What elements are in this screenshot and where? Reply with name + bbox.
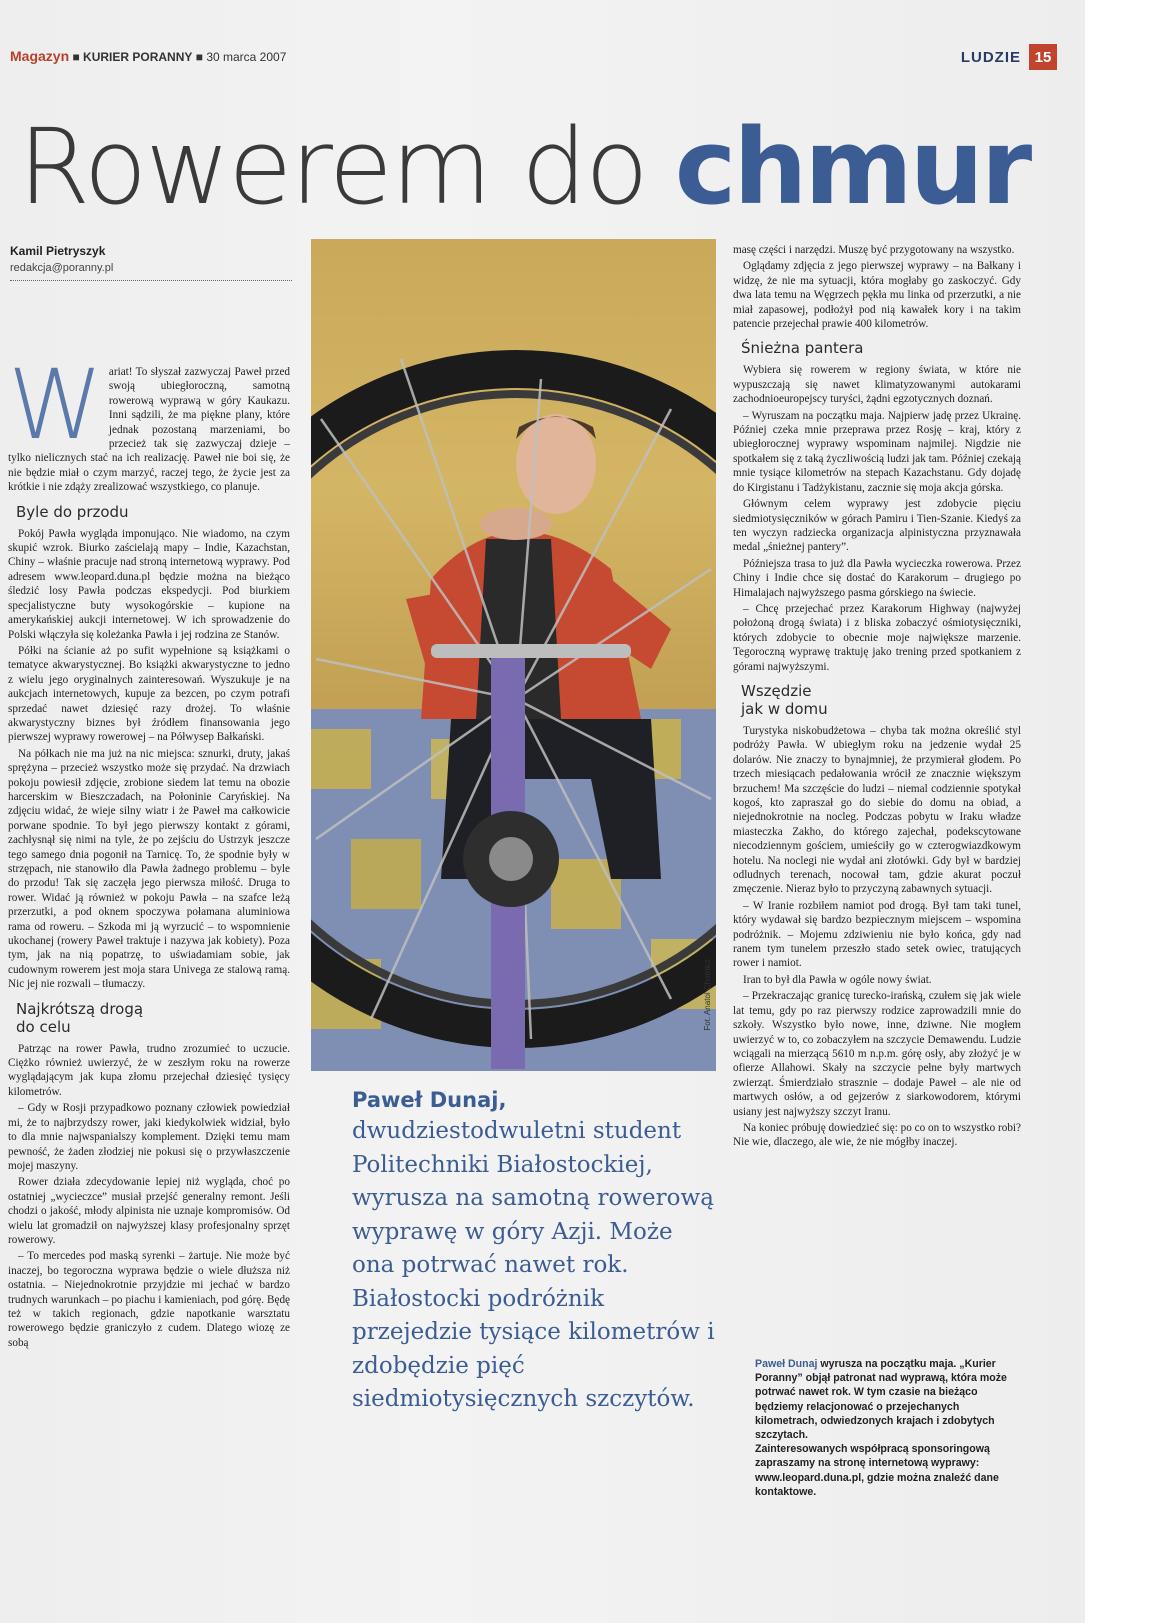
paragraph: – Gdy w Rosji przypadkowo poznany człowiek powiedział mi, że to najbrzydszy rower, jaki kiedykolwiek widział, było to dla mnie najwspanialszy komplement. Dzięki temu mam pewność, że żaden złodziej nie pokusi się o przywłaszczenie mojej maszyny.: [8, 1102, 290, 1172]
paragraph: – W Iranie rozbiłem namiot pod drogą. Był tam taki tunel, który wydawał się bardzo bezpiecznym miejscem – wspomina podróżnik. – Mojemu zdziwieniu nie było końca, gdy nad ranem tym tunelem przeszło stado setek owiec, tratujących rower i namiot.: [733, 899, 1021, 970]
subheading: Śnieżna pantera: [741, 339, 864, 358]
magazine-label: Magazyn: [10, 48, 70, 64]
paragraph: Patrząc na rower Pawła, trudno zrozumieć to uczucie. Ciężko również uwierzyć, że w zeszłym roku na rowerze wyglądającym jak kupa złomu przejechał dziesięć tysięcy kilometrów.: [8, 1042, 290, 1098]
paragraph: – Chcę przejechać przez Karakorum Highway (najwyżej położoną drogą świata) i z bliska zobaczyć ośmiotysięczniki, których zdobycie to obecnie moje największe marzenie. Tegoroczną wyprawę traktuję jako trening przed spotkaniem z górami najwyższymi.: [733, 602, 1021, 673]
paragraph: Półki na ścianie aż po sufit wypełnione są książkami o tematyce akwarystycznej. Bo książki akwarystyczne to jedno z wielu jego oryginalnych zainteresowań. Wyszukuje je na aukcjach internetowych, kupuje za bezcen, po czym potrafi sprzedać nawet dziesięć razy drożej. To właśnie akwarystyczny biznes był źródłem finansowania jego pierwszej wyprawy rowerowej – na Półwysep Bałkański.: [8, 644, 290, 744]
header-separator: ■: [192, 50, 207, 64]
paragraph: masę części i narzędzi. Muszę być przygotowany na wszystko.: [733, 244, 1015, 256]
subheading: [16, 1000, 290, 1036]
pull-quote: [352, 1085, 722, 1417]
drop-cap: W: [8, 349, 103, 461]
author-email: redakcja@poranny.pl: [10, 262, 114, 274]
subheading-line: do celu: [16, 1017, 71, 1036]
paragraph: Pokój Pawła wygląda imponująco. Nie wiadomo, na czym skupić wzrok. Biurko zaścielają mapy – Indie, Kazachstan, Chiny – właśnie pracuje nad stroną internetową wyprawy. Pod adresem www.leopard.duna.pl będzie można na bieżąco śledzić losy Pawła podczas ekspedycji. Pod biurkiem specjalistyczne buty wysokogórskie – kupione na amerykańskiej aukcji internetowej. W ich sprowadzenie do Polski włączyła się koleżanka Pawła i jej rodzina ze Stanów.: [8, 527, 290, 641]
pull-quote-name: Paweł Dunaj,: [352, 1088, 507, 1112]
section-label: LUDZIE: [960, 48, 1021, 66]
paragraph: – Wyruszam na początku maja. Najpierw jadę przez Ukrainę. Później czeka mnie przeprawa przez Rosję – kraj, który z ubiegłorocznej wyprawy wspominam najmilej. Nigdzie nie spotkałem się z taką życzliwością ludzi jak tam. Później czekają mnie tysiące kilometrów na stepach Kazachstanu. Gdy dojadę do Kirgistanu i Tadżykistanu, zacznie się moja akcja górska.: [733, 409, 1021, 494]
info-box-paragraph: [755, 1357, 1017, 1442]
byline: [10, 244, 292, 281]
page-header: [10, 44, 1075, 70]
info-box-name: Paweł Dunaj: [755, 1358, 818, 1370]
paragraph: Wybiera się rowerem w regiony świata, w które nie wypuszczają się nawet klimatyzowanymi autokarami zachodnioeuropejscy turyści, żądni egzotycznych doznań.: [733, 364, 1021, 406]
info-box-text: wyrusza na początku maja. „Kurier Poranny” objął patronat nad wyprawą, która może potrwać nawet rok. W tym czasie na bieżąco będziemy relacjonować o przejechanych kilometrach, odwiedzonych krajach i zdobytych szczytach.: [755, 1358, 1007, 1442]
lead-paragraph: ariat! To słyszał zazwyczaj Paweł przed swoją ubiegłoroczną, samotną rowerową wyprawą w góry Kaukazu. Inni sądzili, że ma piękne plany, które jednak pozostaną marzeniami, bo przecież tak się zazwyczaj dzieje – tylko nielicznych stać na ich realizację. Paweł nie boi się, że nie będzie miał o czym marzyć, raczej tego, że życie jest za krótkie i nie zdąży zrealizować wszystkiego, co planuje.: [8, 366, 290, 494]
page-number: 15: [1029, 44, 1057, 70]
info-box-text: Zainteresowanych współpracą sponsoringową zapraszamy na stronę internetową wyprawy: www.leopard.duna.pl, gdzie można znaleźć dane kontaktowe.: [755, 1443, 999, 1498]
issue-date: 30 marca 2007: [206, 50, 287, 64]
photo-credit: Fot. Anatol Chomicz: [703, 959, 712, 1031]
pull-quote-text: dwudziestodwuletni student Politechniki Białostockiej, wyrusza na samotną rowerową wyprawę w góry Azji. Może ona potrwać nawet rok. Białostocki podróżnik przejedzie tysiące kilometrów i zdobędzie pięć siedmiotysięcznych szczytów.: [352, 1118, 715, 1412]
headline-part2: chmur: [674, 106, 1030, 228]
article-lead: [8, 349, 290, 495]
info-box-paragraph: [755, 1442, 1017, 1499]
handlebar: [431, 644, 631, 658]
subheading: Byle do przodu: [16, 502, 129, 521]
article-column-right: [733, 243, 1021, 1152]
paragraph: Głównym celem wyprawy jest zdobycie pięciu siedmiotysięczników w górach Pamiru i Tien-Szanie. Kiedyś za ten wyczyn radziecka organizacja alpinistyczna przyznawała medal „śnieżnej pantery”.: [733, 498, 1021, 554]
info-box: [755, 1357, 1017, 1499]
header-masthead: [10, 48, 286, 64]
author-name: Kamil Pietryszyk: [10, 244, 106, 258]
paragraph: Na półkach nie ma już na nic miejsca: sznurki, druty, jakaś sprężyna – przecież wszystko może się przydać. Na drzwiach pokoju powiesił zdjęcie, zrobione siedem lat temu na obozie harcerskim w Bieszczadach, na Połoninie Caryńskiej. Na zdjęciu widać, że wieje silny wiatr i że Paweł ma całkowicie porwane spodnie. To był jego pierwszy kontakt z górami, zachłysnął się nimi na tyle, że po zejściu do Ustrzyk jeszcze tego samego dnia pogonił na Tarnicę. To, że spodnie były w strzępach, nie stanowiło dla Pawła żadnego problemu – byle do przodu! Tak się zaczęła jego pierwsza miłość. Druga to rower. Widać ją również w pokoju Pawła – na szafce leżą przerzutki, a pod oknem spoczywa połamana aluminiowa rama od roweru. – Szkoda mi ją wyrzucić – to wspomnienie ukochanej (rowery Paweł traktuje i nazywa jak kobiety). Poza tym, jak na nią popatrzę, to uświadamiam sobie, jak cudownym rowerem jest moja stara Univega ze stalową ramą. Nic jej nie rozwali – tłumaczy.: [8, 747, 290, 991]
subheading-line: Najkrótszą drogą: [16, 999, 144, 1018]
article-headline: [18, 106, 1030, 228]
headline-part1: Rowerem do: [18, 106, 647, 228]
subheading-line: Wszędzie: [741, 681, 812, 700]
paragraph: Oglądamy zdjęcia z jego pierwszej wyprawy – na Bałkany i widzę, że nie ma sytuacji, która mogłaby go zaskoczyć. Gdy dwa lata temu na Węgrzech pękła mu linka od przerzutki, a nie miał zapasowej, podłożył pod nią kawałek kory i na takim patencie przejechał prawie 400 kilometrów.: [733, 260, 1021, 331]
subheading-line: jak w domu: [741, 699, 828, 718]
subheading: [741, 682, 1021, 718]
paragraph: Turystyka niskobudżetowa – chyba tak można określić styl podróży Pawła. W ubiegłym roku na jedzenie wydał 25 dolarów. Nie znaczy to bynajmniej, że przymierał głodem. Po trzech miesiącach pedałowania wrócił ze znacznie większym brzuchem! Ma szczęście do ludzi – niemal codziennie spotykał kogoś, kto zapraszał go do siebie do domu na obiad, a niejednokrotnie na nocleg. Podczas pobytu w Iraku władze miasteczka Zakho, do którego zajechał, podekscytowane niecodziennym gościem, umieściły go w czterogwiazdkowym hotelu. Na noclegi nie wydał ani złotówki. Gdy był w bardziej odludnych terenach, nocował tam, gdzie akurat poczuł zmęczenie. Nieraz było to przyczyną zabawnych sytuacji.: [733, 724, 1021, 896]
paragraph: Na koniec próbuję dowiedzieć się: po co on to wszystko robi? Nie wie, dlaczego, ale wie, że nie mógłby inaczej.: [733, 1121, 1021, 1149]
newspaper-name: KURIER PORANNY: [83, 50, 193, 64]
paragraph: Rower działa zdecydowanie lepiej niż wygląda, choć po ostatniej „wycieczce” musiał przejść generalny remont. Jeśli chodzi o jakość, młody alpinista nie uznaje kompromisów. Od wielu lat gromadził on najwyższej klasy profesjonalny sprzęt rowerowy.: [8, 1176, 290, 1246]
header-separator: ■: [69, 50, 84, 64]
photo-illustration: [311, 239, 716, 1071]
paragraph: Iran to był dla Pawła w ogóle nowy świat.: [743, 973, 932, 986]
paragraph: – To mercedes pod maską syrenki – żartuje. Nie może być inaczej, bo tegoroczna wyprawa będzie o wiele dłuższa niż ostatnia. – Niejednokrotnie przyjdzie mi jechać w bardzo trudnych warunkach – po piachu i kamieniach, pod górę. Będę też w takich regionach, gdzie napotkanie warsztatu rowerowego będzie graniczyło z cudem. Dlatego wiozę ze sobą: [8, 1250, 290, 1349]
paragraph: Późniejsza trasa to już dla Pawła wycieczka rowerowa. Przez Chiny i Indie chce się dostać do Karakorum – drugiego po Himalajach najwyższego pasma górskiego na świecie.: [733, 557, 1021, 599]
article-column-left: [8, 349, 290, 1352]
header-section: [961, 44, 1057, 70]
paragraph: – Przekraczając granicę turecko-irańską, czułem się jak wiele lat temu, gdy po raz pierwszy rodzice zaprowadzili mnie do szkoły. Wszystko było nowe, inne, dziwne. Nie mogłem uwierzyć w to, co zobaczyłem na szczycie Demawendu. Ludzie wciągali na mierzącą 5610 m n.p.m. górę osły, aby złożyć je w ofierze Allahowi. Skały na szczycie pełne były martwych zwierząt. Śmierdziało strasznie – dodaje Paweł – ale nie od martwych osłów, a od gejzerów z siarkowodorem, którymi usiany jest najwyższy szczyt Iranu.: [733, 990, 1021, 1118]
article-photo: [311, 239, 716, 1071]
